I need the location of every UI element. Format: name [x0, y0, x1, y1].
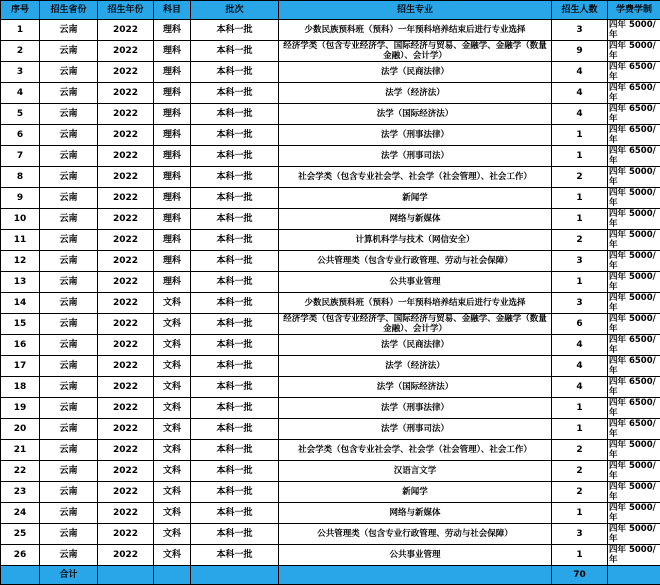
major-cell: 新闻学 [279, 482, 552, 503]
major-cell: 网络与新媒体 [279, 209, 552, 230]
major-cell: 社会学类（包含专业社会学、社会学（社会管理）、社会工作） [279, 440, 552, 461]
year-cell: 2022 [98, 20, 154, 41]
year-cell: 2022 [98, 440, 154, 461]
major-cell: 少数民族预科班（预科）一年预科培养结束后进行专业选择 [279, 20, 552, 41]
total-label: 合计 [40, 566, 98, 585]
batch-cell: 本科一批 [191, 398, 279, 419]
major-cell: 新闻学 [279, 188, 552, 209]
province-cell: 云南 [40, 251, 98, 272]
province-cell: 云南 [40, 524, 98, 545]
major-cell: 法学（刑事司法） [279, 146, 552, 167]
province-cell: 云南 [40, 419, 98, 440]
table-row [1, 461, 660, 482]
fee-cell: 四年 5000/年 [608, 188, 660, 209]
province-cell: 云南 [40, 335, 98, 356]
province-cell: 云南 [40, 482, 98, 503]
count-cell: 2 [552, 167, 608, 188]
major-cell: 汉语言文学 [279, 461, 552, 482]
seq-cell: 24 [1, 503, 40, 524]
subject-cell: 理科 [154, 83, 191, 104]
count-cell: 1 [552, 209, 608, 230]
fee-cell: 四年 6500/年 [608, 356, 660, 377]
subject-cell: 理科 [154, 272, 191, 293]
seq-cell: 25 [1, 524, 40, 545]
subject-cell: 理科 [154, 146, 191, 167]
fee-cell: 四年 5000/年 [608, 482, 660, 503]
batch-cell: 本科一批 [191, 209, 279, 230]
subject-cell: 文科 [154, 524, 191, 545]
total-empty-cell [154, 566, 191, 585]
subject-cell: 文科 [154, 545, 191, 566]
major-cell: 网络与新媒体 [279, 503, 552, 524]
seq-cell: 2 [1, 41, 40, 62]
seq-cell: 9 [1, 188, 40, 209]
province-cell: 云南 [40, 209, 98, 230]
year-cell: 2022 [98, 335, 154, 356]
major-cell: 公共管理类（包含专业行政管理、劳动与社会保障） [279, 251, 552, 272]
year-cell: 2022 [98, 209, 154, 230]
seq-cell: 15 [1, 314, 40, 335]
subject-cell: 文科 [154, 419, 191, 440]
year-cell: 2022 [98, 251, 154, 272]
table-row [1, 545, 660, 566]
major-cell: 法学（国际经济法） [279, 104, 552, 125]
seq-cell: 12 [1, 251, 40, 272]
batch-cell: 本科一批 [191, 125, 279, 146]
count-cell: 1 [552, 398, 608, 419]
year-cell: 2022 [98, 188, 154, 209]
year-cell: 2022 [98, 125, 154, 146]
table-row [1, 503, 660, 524]
batch-cell: 本科一批 [191, 230, 279, 251]
total-empty-cell [608, 566, 660, 585]
province-cell: 云南 [40, 41, 98, 62]
count-cell: 3 [552, 20, 608, 41]
major-cell: 法学（经济法） [279, 83, 552, 104]
count-cell: 4 [552, 104, 608, 125]
year-cell: 2022 [98, 503, 154, 524]
header-count: 招生人数 [552, 1, 608, 20]
fee-cell: 四年 6500/年 [608, 62, 660, 83]
table-row [1, 419, 660, 440]
fee-cell: 四年 5000/年 [608, 20, 660, 41]
table-row [1, 293, 660, 314]
table-row [1, 314, 660, 335]
count-cell: 1 [552, 272, 608, 293]
table-row [1, 335, 660, 356]
major-cell: 法学（刑事司法） [279, 419, 552, 440]
table-row [1, 209, 660, 230]
seq-cell: 14 [1, 293, 40, 314]
fee-cell: 四年 6500/年 [608, 377, 660, 398]
year-cell: 2022 [98, 524, 154, 545]
seq-cell: 23 [1, 482, 40, 503]
year-cell: 2022 [98, 167, 154, 188]
count-cell: 2 [552, 482, 608, 503]
seq-cell: 11 [1, 230, 40, 251]
batch-cell: 本科一批 [191, 314, 279, 335]
table-row [1, 482, 660, 503]
count-cell: 3 [552, 524, 608, 545]
seq-cell: 26 [1, 545, 40, 566]
total-empty-cell [191, 566, 279, 585]
table-row [1, 188, 660, 209]
subject-cell: 文科 [154, 461, 191, 482]
subject-cell: 理科 [154, 20, 191, 41]
seq-cell: 17 [1, 356, 40, 377]
count-cell: 1 [552, 146, 608, 167]
batch-cell: 本科一批 [191, 272, 279, 293]
table-row [1, 146, 660, 167]
table-row [1, 356, 660, 377]
count-cell: 3 [552, 293, 608, 314]
year-cell: 2022 [98, 461, 154, 482]
total-seq-cell [1, 566, 40, 585]
count-cell: 4 [552, 356, 608, 377]
province-cell: 云南 [40, 146, 98, 167]
year-cell: 2022 [98, 146, 154, 167]
major-cell: 社会学类（包含专业社会学、社会学（社会管理）、社会工作） [279, 167, 552, 188]
province-cell: 云南 [40, 293, 98, 314]
major-cell: 法学（民商法律） [279, 335, 552, 356]
year-cell: 2022 [98, 314, 154, 335]
fee-cell: 四年 6500/年 [608, 146, 660, 167]
province-cell: 云南 [40, 377, 98, 398]
province-cell: 云南 [40, 314, 98, 335]
province-cell: 云南 [40, 440, 98, 461]
table-row [1, 251, 660, 272]
seq-cell: 3 [1, 62, 40, 83]
subject-cell: 文科 [154, 482, 191, 503]
batch-cell: 本科一批 [191, 356, 279, 377]
fee-cell: 四年 5000/年 [608, 524, 660, 545]
seq-cell: 7 [1, 146, 40, 167]
table-body [1, 20, 660, 566]
subject-cell: 文科 [154, 503, 191, 524]
header-year: 招生年份 [98, 1, 154, 20]
subject-cell: 文科 [154, 314, 191, 335]
province-cell: 云南 [40, 167, 98, 188]
table-row [1, 104, 660, 125]
fee-cell: 四年 5000/年 [608, 272, 660, 293]
batch-cell: 本科一批 [191, 41, 279, 62]
province-cell: 云南 [40, 272, 98, 293]
count-cell: 1 [552, 503, 608, 524]
year-cell: 2022 [98, 272, 154, 293]
seq-cell: 22 [1, 461, 40, 482]
batch-cell: 本科一批 [191, 503, 279, 524]
header-subject: 科目 [154, 1, 191, 20]
fee-cell: 四年 5000/年 [608, 545, 660, 566]
major-cell: 法学（刑事法律） [279, 125, 552, 146]
seq-cell: 5 [1, 104, 40, 125]
fee-cell: 四年 5000/年 [608, 230, 660, 251]
table-row [1, 272, 660, 293]
fee-cell: 四年 6500/年 [608, 125, 660, 146]
count-cell: 1 [552, 188, 608, 209]
province-cell: 云南 [40, 230, 98, 251]
year-cell: 2022 [98, 104, 154, 125]
fee-cell: 四年 5000/年 [608, 167, 660, 188]
count-cell: 2 [552, 440, 608, 461]
seq-cell: 21 [1, 440, 40, 461]
year-cell: 2022 [98, 545, 154, 566]
batch-cell: 本科一批 [191, 377, 279, 398]
batch-cell: 本科一批 [191, 146, 279, 167]
seq-cell: 20 [1, 419, 40, 440]
subject-cell: 理科 [154, 188, 191, 209]
subject-cell: 理科 [154, 167, 191, 188]
year-cell: 2022 [98, 41, 154, 62]
header-batch: 批次 [191, 1, 279, 20]
seq-cell: 8 [1, 167, 40, 188]
seq-cell: 1 [1, 20, 40, 41]
batch-cell: 本科一批 [191, 62, 279, 83]
major-cell: 计算机科学与技术（网信安全） [279, 230, 552, 251]
seq-cell: 16 [1, 335, 40, 356]
fee-cell: 四年 5000/年 [608, 314, 660, 335]
table-row [1, 524, 660, 545]
fee-cell: 四年 5000/年 [608, 251, 660, 272]
total-empty-cell [279, 566, 552, 585]
table-row [1, 440, 660, 461]
batch-cell: 本科一批 [191, 461, 279, 482]
total-empty-cell [98, 566, 154, 585]
fee-cell: 四年 5000/年 [608, 209, 660, 230]
major-cell: 经济学类（包含专业经济学、国际经济与贸易、金融学、金融学（数量金融）、会计学） [279, 314, 552, 335]
fee-cell: 四年 6500/年 [608, 335, 660, 356]
batch-cell: 本科一批 [191, 293, 279, 314]
count-cell: 1 [552, 419, 608, 440]
count-cell: 6 [552, 314, 608, 335]
major-cell: 少数民族预科班（预科）一年预科培养结束后进行专业选择 [279, 293, 552, 314]
batch-cell: 本科一批 [191, 440, 279, 461]
fee-cell: 四年 6500/年 [608, 398, 660, 419]
province-cell: 云南 [40, 62, 98, 83]
total-row [1, 566, 660, 585]
count-cell: 4 [552, 377, 608, 398]
province-cell: 云南 [40, 398, 98, 419]
batch-cell: 本科一批 [191, 20, 279, 41]
year-cell: 2022 [98, 83, 154, 104]
count-cell: 4 [552, 62, 608, 83]
table-row [1, 62, 660, 83]
seq-cell: 18 [1, 377, 40, 398]
subject-cell: 文科 [154, 293, 191, 314]
year-cell: 2022 [98, 482, 154, 503]
batch-cell: 本科一批 [191, 188, 279, 209]
header-row [1, 1, 660, 20]
province-cell: 云南 [40, 356, 98, 377]
seq-cell: 19 [1, 398, 40, 419]
major-cell: 法学（国际经济法） [279, 377, 552, 398]
batch-cell: 本科一批 [191, 251, 279, 272]
seq-cell: 4 [1, 83, 40, 104]
count-cell: 3 [552, 251, 608, 272]
seq-cell: 13 [1, 272, 40, 293]
batch-cell: 本科一批 [191, 167, 279, 188]
fee-cell: 四年 5000/年 [608, 293, 660, 314]
subject-cell: 理科 [154, 62, 191, 83]
batch-cell: 本科一批 [191, 83, 279, 104]
header-major: 招生专业 [279, 1, 552, 20]
province-cell: 云南 [40, 104, 98, 125]
subject-cell: 文科 [154, 398, 191, 419]
seq-cell: 10 [1, 209, 40, 230]
year-cell: 2022 [98, 419, 154, 440]
table-row [1, 83, 660, 104]
year-cell: 2022 [98, 377, 154, 398]
table-row [1, 398, 660, 419]
subject-cell: 理科 [154, 251, 191, 272]
count-cell: 2 [552, 461, 608, 482]
header-province: 招生省份 [40, 1, 98, 20]
table-row [1, 230, 660, 251]
fee-cell: 四年 5000/年 [608, 461, 660, 482]
year-cell: 2022 [98, 230, 154, 251]
batch-cell: 本科一批 [191, 104, 279, 125]
batch-cell: 本科一批 [191, 335, 279, 356]
count-cell: 4 [552, 83, 608, 104]
table-row [1, 377, 660, 398]
subject-cell: 理科 [154, 209, 191, 230]
batch-cell: 本科一批 [191, 482, 279, 503]
province-cell: 云南 [40, 188, 98, 209]
count-cell: 9 [552, 41, 608, 62]
count-cell: 1 [552, 545, 608, 566]
province-cell: 云南 [40, 461, 98, 482]
fee-cell: 四年 6500/年 [608, 419, 660, 440]
table-row [1, 41, 660, 62]
fee-cell: 四年 5000/年 [608, 41, 660, 62]
count-cell: 1 [552, 125, 608, 146]
subject-cell: 理科 [154, 41, 191, 62]
batch-cell: 本科一批 [191, 419, 279, 440]
subject-cell: 文科 [154, 356, 191, 377]
major-cell: 公共事业管理 [279, 545, 552, 566]
province-cell: 云南 [40, 503, 98, 524]
count-cell: 2 [552, 230, 608, 251]
province-cell: 云南 [40, 125, 98, 146]
major-cell: 法学（民商法律） [279, 62, 552, 83]
table-row [1, 167, 660, 188]
seq-cell: 6 [1, 125, 40, 146]
major-cell: 经济学类（包含专业经济学、国际经济与贸易、金融学、金融学（数量金融）、会计学） [279, 41, 552, 62]
subject-cell: 文科 [154, 377, 191, 398]
province-cell: 云南 [40, 20, 98, 41]
subject-cell: 理科 [154, 125, 191, 146]
table-row [1, 20, 660, 41]
province-cell: 云南 [40, 545, 98, 566]
header-seq: 序号 [1, 1, 40, 20]
subject-cell: 文科 [154, 335, 191, 356]
fee-cell: 四年 5000/年 [608, 440, 660, 461]
major-cell: 法学（刑事法律） [279, 398, 552, 419]
province-cell: 云南 [40, 83, 98, 104]
subject-cell: 文科 [154, 440, 191, 461]
major-cell: 法学（经济法） [279, 356, 552, 377]
major-cell: 公共管理类（包含专业行政管理、劳动与社会保障） [279, 524, 552, 545]
year-cell: 2022 [98, 398, 154, 419]
major-cell: 公共事业管理 [279, 272, 552, 293]
year-cell: 2022 [98, 62, 154, 83]
fee-cell: 四年 5000/年 [608, 503, 660, 524]
year-cell: 2022 [98, 293, 154, 314]
subject-cell: 理科 [154, 104, 191, 125]
header-fee: 学费学制 [608, 1, 660, 20]
table-row [1, 125, 660, 146]
total-count: 70 [552, 566, 608, 585]
batch-cell: 本科一批 [191, 524, 279, 545]
subject-cell: 理科 [154, 230, 191, 251]
year-cell: 2022 [98, 356, 154, 377]
fee-cell: 四年 6500/年 [608, 83, 660, 104]
fee-cell: 四年 6500/年 [608, 104, 660, 125]
batch-cell: 本科一批 [191, 545, 279, 566]
count-cell: 4 [552, 335, 608, 356]
